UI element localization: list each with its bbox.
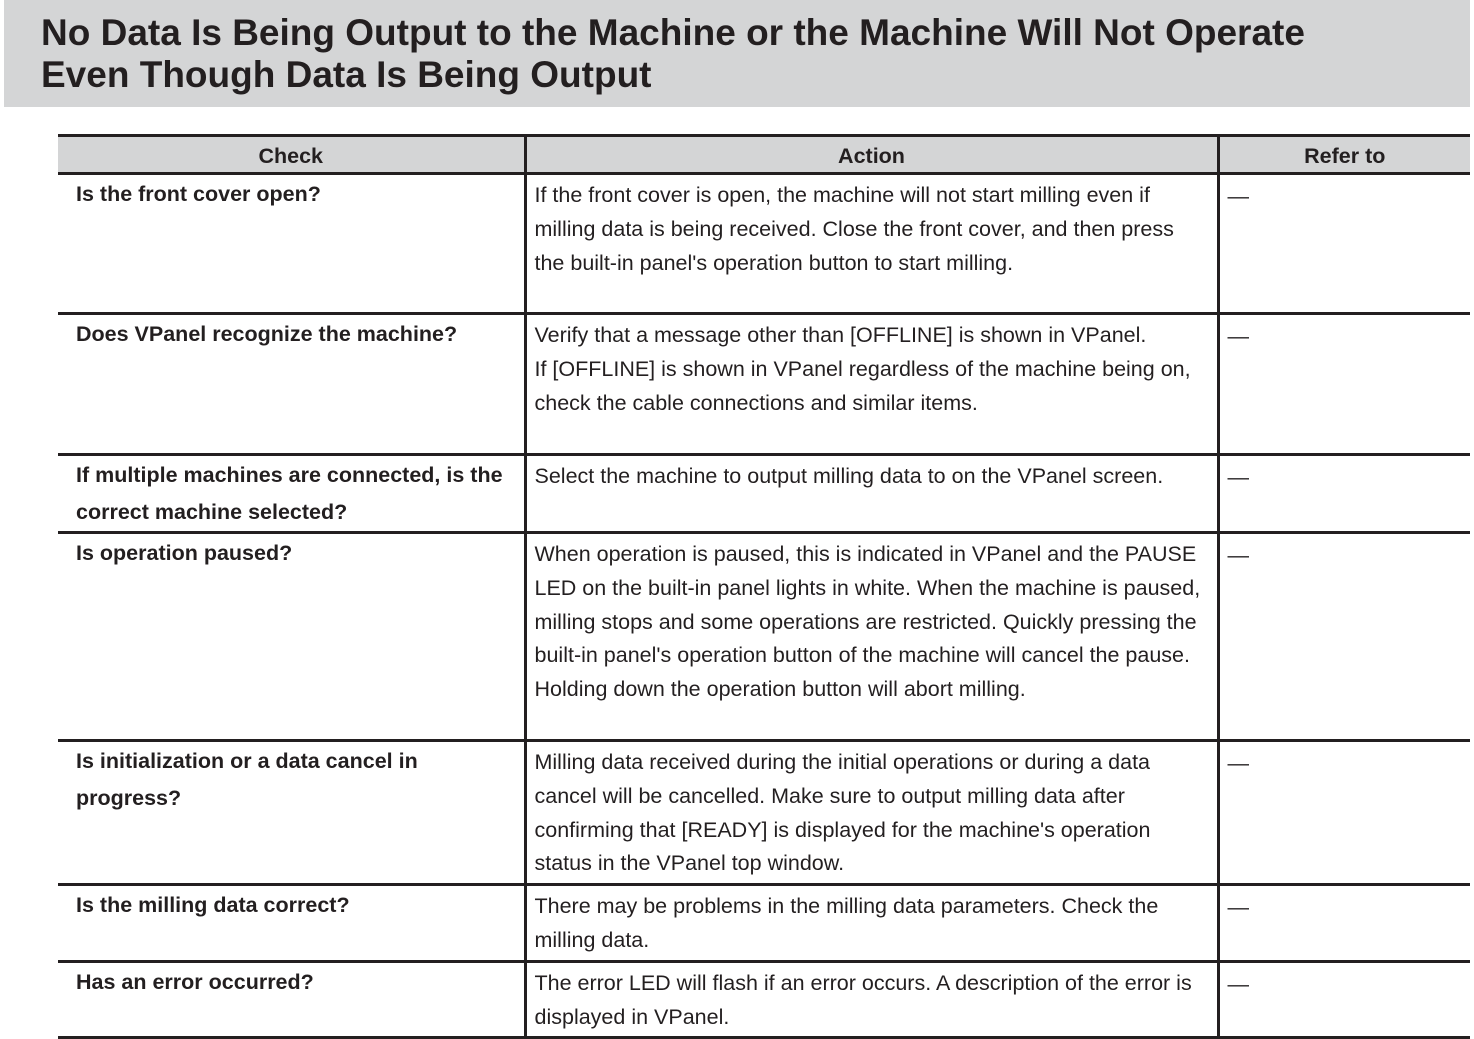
check-cell: Is the front cover open? <box>58 174 525 314</box>
check-cell: If multiple machines are connected, is the correct machine selected? <box>58 455 525 533</box>
section-title-bar <box>4 0 1470 107</box>
refer-to-cell: — <box>1218 741 1470 885</box>
troubleshooting-table <box>58 134 1470 1039</box>
check-cell: Is the milling data correct? <box>58 885 525 962</box>
action-cell: Milling data received during the initial operations or during a data cancel will be cancelled. Make sure to output milling data after confirming that [READY] is displayed for the machine's operation status in the VPanel top window. <box>525 741 1218 885</box>
action-cell: When operation is paused, this is indicated in VPanel and the PAUSE LED on the built-in panel lights in white. When the machine is paused, milling stops and some operations are restricted. Quickly pressing the built-in panel's operation button of the machine will cancel the pause. Holding down the operation button will abort milling. <box>525 533 1218 741</box>
table-row <box>58 885 1470 962</box>
table-row <box>58 961 1470 1038</box>
header-action: Action <box>525 136 1218 174</box>
action-cell: If the front cover is open, the machine will not start milling even if milling data is being received. Close the front cover, and then press the built-in panel's operation button to start milling. <box>525 174 1218 314</box>
action-cell: There may be problems in the milling data parameters. Check the milling data. <box>525 885 1218 962</box>
table-header-row <box>58 136 1470 174</box>
check-cell: Does VPanel recognize the machine? <box>58 314 525 455</box>
check-cell: Is operation paused? <box>58 533 525 741</box>
refer-to-cell: — <box>1218 885 1470 962</box>
table-row <box>58 314 1470 455</box>
table-row <box>58 455 1470 533</box>
refer-to-cell: — <box>1218 533 1470 741</box>
table-row <box>58 741 1470 885</box>
table-row <box>58 174 1470 314</box>
section-title: No Data Is Being Output to the Machine or the Machine Will Not Operate Even Though Data Is Being Output <box>41 12 1305 95</box>
header-refer-to: Refer to <box>1218 136 1470 174</box>
refer-to-cell: — <box>1218 455 1470 533</box>
header-check: Check <box>58 136 525 174</box>
refer-to-cell: — <box>1218 961 1470 1038</box>
check-cell: Has an error occurred? <box>58 961 525 1038</box>
action-cell: Verify that a message other than [OFFLINE] is shown in VPanel. If [OFFLINE] is shown in VPanel regardless of the machine being on, check the cable connections and similar items. <box>525 314 1218 455</box>
refer-to-cell: — <box>1218 314 1470 455</box>
action-cell: The error LED will flash if an error occurs. A description of the error is displayed in VPanel. <box>525 961 1218 1038</box>
table-row <box>58 533 1470 741</box>
check-cell: Is initialization or a data cancel in progress? <box>58 741 525 885</box>
refer-to-cell: — <box>1218 174 1470 314</box>
action-cell: Select the machine to output milling data to on the VPanel screen. <box>525 455 1218 533</box>
